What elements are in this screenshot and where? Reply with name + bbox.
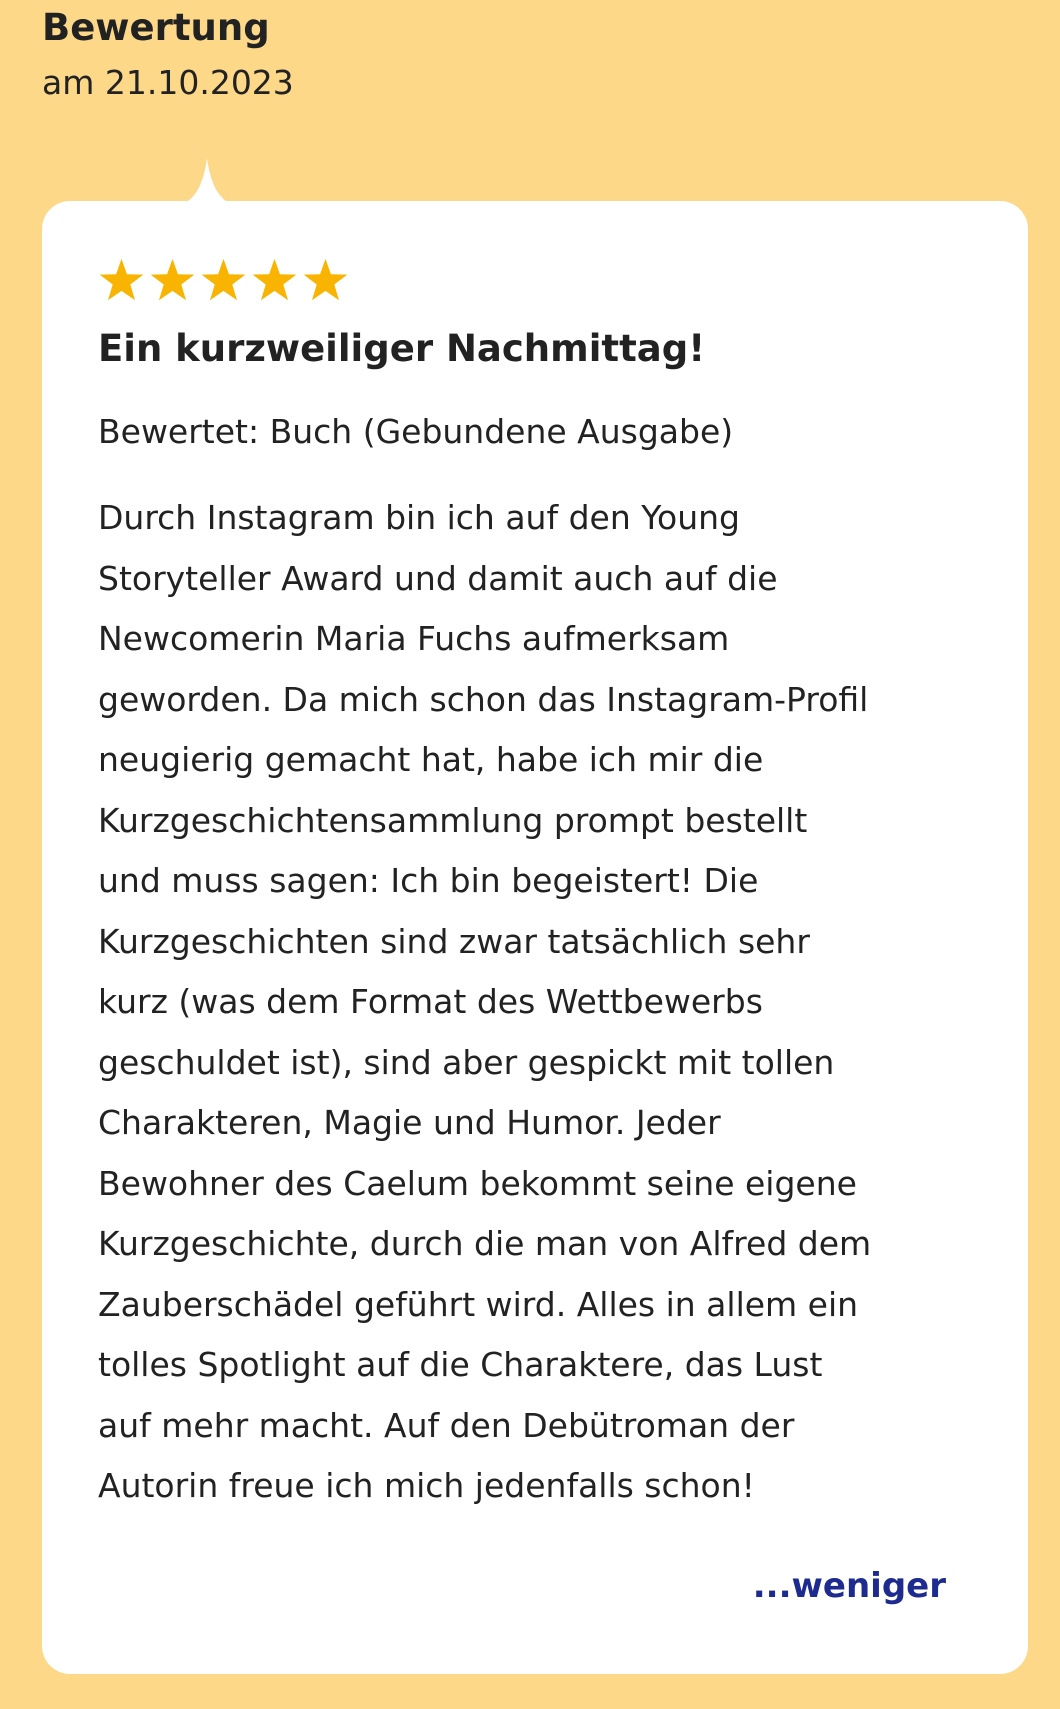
review-text-line: Kurzgeschichten sind zwar tatsächlich sehr [98, 921, 810, 961]
review-text-line: Storyteller Award und damit auch auf die [98, 558, 778, 598]
review-text-line: Durch Instagram bin ich auf den Young [98, 498, 740, 537]
review-text-line: geworden. Da mich schon das Instagram-Profil [98, 679, 869, 719]
review-text-line: Autorin freue ich mich jedenfalls schon! [98, 1466, 755, 1505]
star-icon [251, 257, 298, 303]
show-less-link[interactable]: ...weniger [752, 1566, 946, 1606]
review-text-line: Newcomerin Maria Fuchs aufmerksam [98, 619, 730, 658]
star-rating [98, 257, 972, 303]
review-text-line: Bewohner des Caelum bekommt seine eigene [98, 1163, 857, 1203]
page-title: Bewertung [42, 6, 270, 49]
review-header [42, 2, 294, 108]
review-title: Ein kurzweiliger Nachmittag! [98, 327, 706, 370]
review-text-line: tolles Spotlight auf die Charaktere, das Lust [98, 1345, 823, 1384]
review-text-line: geschuldet ist), sind aber gespickt mit tollen [98, 1042, 835, 1082]
review-text-line: Kurzgeschichte, durch die man von Alfred dem [98, 1224, 872, 1263]
review-text-line: Kurzgeschichtensammlung prompt bestellt [98, 800, 808, 840]
review-date: am 21.10.2023 [42, 63, 294, 102]
review-text-line: neugierig gemacht hat, habe ich mir die [98, 740, 764, 779]
review-text-line: Charakteren, Magie und Humor. Jeder [98, 1103, 721, 1142]
star-icon [98, 257, 145, 303]
review-text [98, 488, 978, 1517]
review-text-line: kurz (was dem Format des Wettbewerbs [98, 982, 763, 1021]
rated-item-label: Bewertet: Buch (Gebundene Ausgabe) [98, 412, 734, 451]
star-icon [302, 257, 349, 303]
review-card [42, 201, 1028, 1674]
card-pointer [177, 158, 237, 206]
star-icon [149, 257, 196, 303]
star-icon [200, 257, 247, 303]
review-text-line: und muss sagen: Ich bin begeistert! Die [98, 861, 759, 900]
review-text-line: auf mehr macht. Auf den Debütroman der [98, 1405, 795, 1445]
review-text-line: Zauberschädel geführt wird. Alles in allem ein [98, 1284, 859, 1324]
